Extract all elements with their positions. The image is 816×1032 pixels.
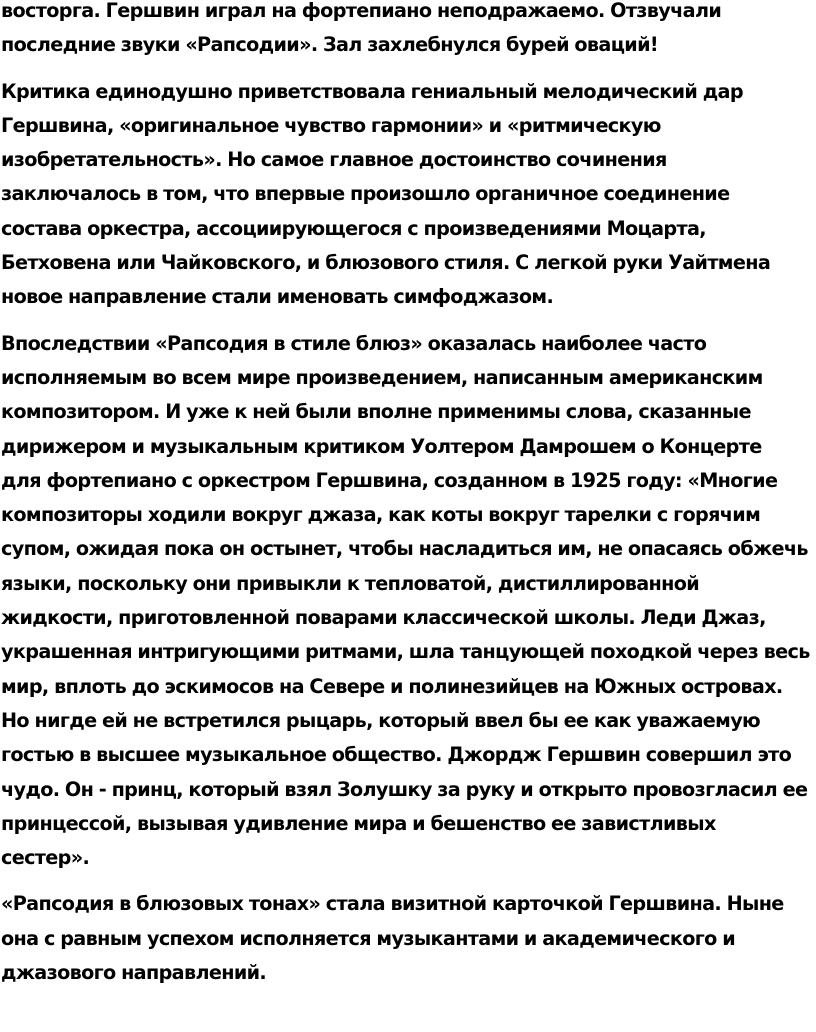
text-line: гостью в высшее музыкальное общество. Джордж Гершвин совершил это — [1, 743, 792, 767]
text-line: изобретательность». Но самое главное достоинство сочинения — [1, 148, 667, 172]
text-line: супом, ожидая пока он остынет, чтобы насладиться им, не опасаясь обжечь — [1, 537, 808, 561]
text-line: языки, поскольку они привыкли к тепловатой, дистиллированной — [1, 571, 700, 595]
text-line: Впоследствии «Рапсодия в стиле блюз» оказалась наиболее часто — [1, 331, 707, 355]
text-line: последние звуки «Рапсодии». Зал захлебнулся бурей оваций! — [1, 33, 658, 57]
text-line: сестер». — [1, 846, 90, 870]
text-line: новое направление стали именовать симфоджазом. — [1, 285, 554, 309]
text-line: она с равным успехом исполняется музыкантами и академического и — [1, 926, 736, 950]
text-line: чудо. Он - принц, который взял Золушку за руку и открыто провозгласил ее — [1, 777, 808, 801]
text-line: композитором. И уже к ней были вполне применимы слова, сказанные — [1, 400, 751, 424]
text-line: мир, вплоть до эскимосов на Севере и полинезийцев на Южных островах. — [1, 674, 783, 698]
text-line: заключалось в том, что впервые произошло органичное соединение — [1, 182, 730, 206]
text-line: состава оркестра, ассоциирующегося с произведениями Моцарта, — [1, 216, 706, 240]
paragraph-business-card — [1, 887, 812, 990]
text-line: жидкости, приготовленной поварами классической школы. Леди Джаз, — [1, 606, 766, 630]
text-line: принцессой, вызывая удивление мира и бешенство ее завистливых — [1, 811, 716, 835]
text-line: для фортепиано с оркестром Гершвина, созданном в 1925 году: «Многие — [1, 468, 778, 492]
text-line: украшенная интригующими ритмами, шла танцующей походкой через весь — [1, 640, 810, 664]
text-line: джазового направлений. — [1, 961, 267, 985]
text-line: дирижером и музыкальным критиком Уолтером Дамрошем о Концерте — [1, 434, 762, 458]
paragraph-ovation — [1, 0, 812, 63]
text-line: исполняемым во всем мире произведением, написанным американским — [1, 365, 763, 389]
text-line: Гершвина, «оригинальное чувство гармонии» и «ритмическую — [1, 113, 661, 137]
text-line: Но нигде ей не встретился рыцарь, который ввел бы ее как уважаемую — [1, 708, 761, 732]
text-line: восторга. Гершвин играл на фортепиано неподражаемо. Отзвучали — [1, 0, 722, 22]
paragraph-damrosch-quote — [1, 327, 812, 876]
text-line: композиторы ходили вокруг джаза, как коты вокруг тарелки с горячим — [1, 503, 761, 527]
paragraph-criticism — [1, 75, 812, 315]
text-line: Критика единодушно приветствовала гениальный мелодический дар — [1, 79, 743, 103]
text-line: Бетховена или Чайковского, и блюзового стиля. С легкой руки Уайтмена — [1, 251, 771, 275]
text-line: «Рапсодия в блюзовых тонах» стала визитной карточкой Гершвина. Ныне — [1, 892, 784, 916]
